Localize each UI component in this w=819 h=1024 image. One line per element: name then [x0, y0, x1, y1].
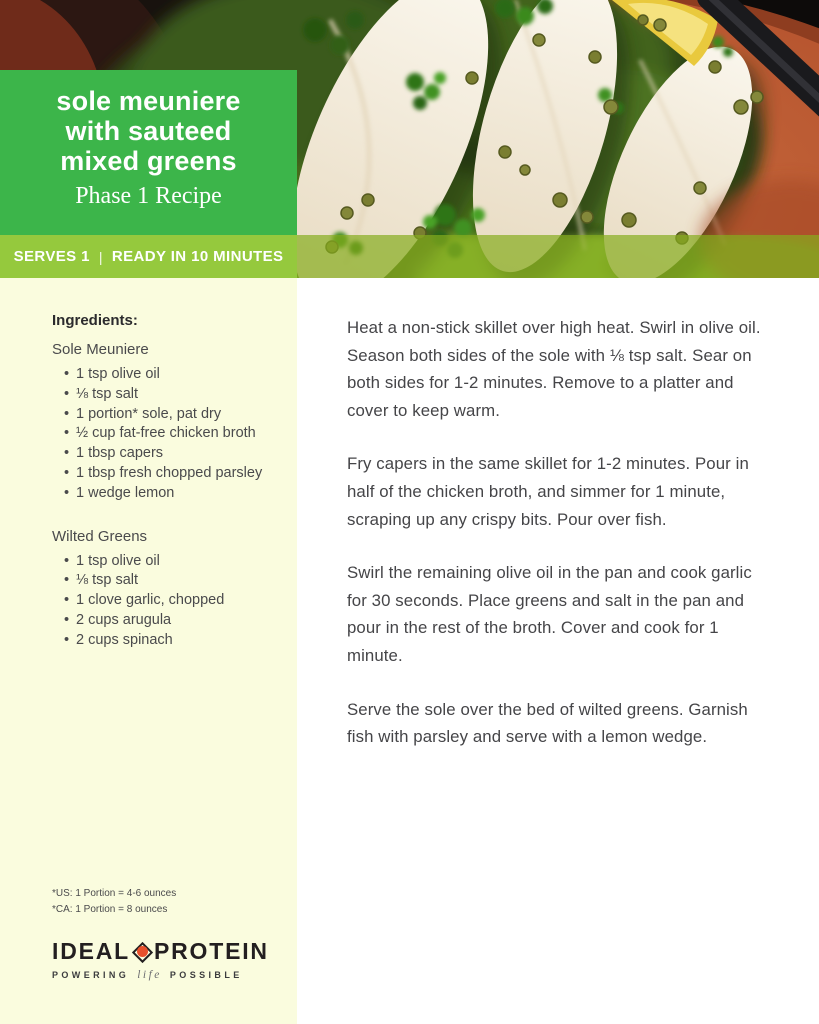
ingredient-item: • ⅛ tsp salt [52, 385, 279, 405]
serves-divider: | [98, 248, 103, 265]
ingredient-group-name-sole: Sole Meuniere [52, 341, 149, 358]
recipe-title [8, 86, 289, 176]
ingredients-content [0, 278, 297, 651]
logo-wordmark [52, 938, 269, 965]
instruction-paragraph: Swirl the remaining olive oil in the pan and cook garlic for 30 seconds. Place greens and salt in the pan and pour in the rest of the broth. Cover and cook for 1 minute. [347, 563, 752, 665]
ingredient-item: • 1 tbsp fresh chopped parsley [52, 464, 279, 484]
ingredients-sidebar [0, 278, 297, 1024]
recipe-subtitle: Phase 1 Recipe [75, 183, 222, 209]
brand-logo [52, 938, 269, 981]
portion-footnotes [52, 886, 176, 917]
ingredient-item: • 2 cups arugula [52, 611, 279, 631]
recipe-title-line: sole meuniere [56, 86, 241, 116]
ingredient-item: • ½ cup fat-free chicken broth [52, 424, 279, 444]
serves-label: SERVES 1 [13, 248, 90, 265]
recipe-title-box [0, 70, 297, 235]
logo-red-dot [137, 946, 148, 957]
ingredient-item: • 1 wedge lemon [52, 484, 279, 504]
footnote: *US: 1 Portion = 4-6 ounces [52, 888, 177, 899]
logo-word-ideal: IDEAL [52, 938, 130, 964]
ingredient-item: • 1 tsp olive oil [52, 552, 279, 572]
serves-bar [0, 235, 297, 278]
ingredient-item: • 2 cups spinach [52, 631, 279, 651]
ready-label: READY IN 10 MINUTES [111, 248, 284, 265]
ingredient-item: • 1 tsp olive oil [52, 365, 279, 385]
footnote: *CA: 1 Portion = 8 ounces [52, 903, 168, 915]
ingredient-item: • 1 portion* sole, pat dry [52, 405, 279, 425]
tagline-life: life [137, 969, 162, 981]
tagline-powering: POWERING [52, 970, 130, 980]
logo-tagline [52, 969, 269, 981]
instructions [297, 278, 819, 777]
instruction-paragraph: Heat a non-stick skillet over high heat. Swirl in olive oil. Season both sides of the sole with ⅛ tsp salt. Sear on both sides for 1-2 minutes. Remove to a platter and cover to keep warm. [347, 318, 761, 420]
ingredient-group-name-greens: Wilted Greens [52, 527, 148, 545]
tagline-possible: POSSIBLE [169, 970, 243, 980]
diamond-logo-icon [132, 942, 152, 962]
instruction-paragraph: Serve the sole over the bed of wilted greens. Garnish fish with parsley and serve with a lemon wedge. [347, 699, 748, 747]
instruction-paragraph: Fry capers in the same skillet for 1-2 minutes. Pour in half of the chicken broth, and simmer for 1 minute, scraping up any crispy bits. Pour over fish. [347, 454, 749, 529]
recipe-title-line: mixed greens [60, 146, 237, 176]
ingredient-list-greens [52, 552, 279, 651]
ingredient-item: • 1 tbsp capers [52, 444, 279, 464]
ingredients-heading: Ingredients: [52, 312, 138, 329]
recipe-title-line: with sauteed [65, 116, 232, 146]
logo-word-protein: PROTEIN [154, 938, 269, 964]
ingredient-list-sole [52, 365, 279, 504]
ingredient-item: • 1 clove garlic, chopped [52, 591, 279, 611]
ingredient-item: • ⅛ tsp salt [52, 571, 279, 591]
